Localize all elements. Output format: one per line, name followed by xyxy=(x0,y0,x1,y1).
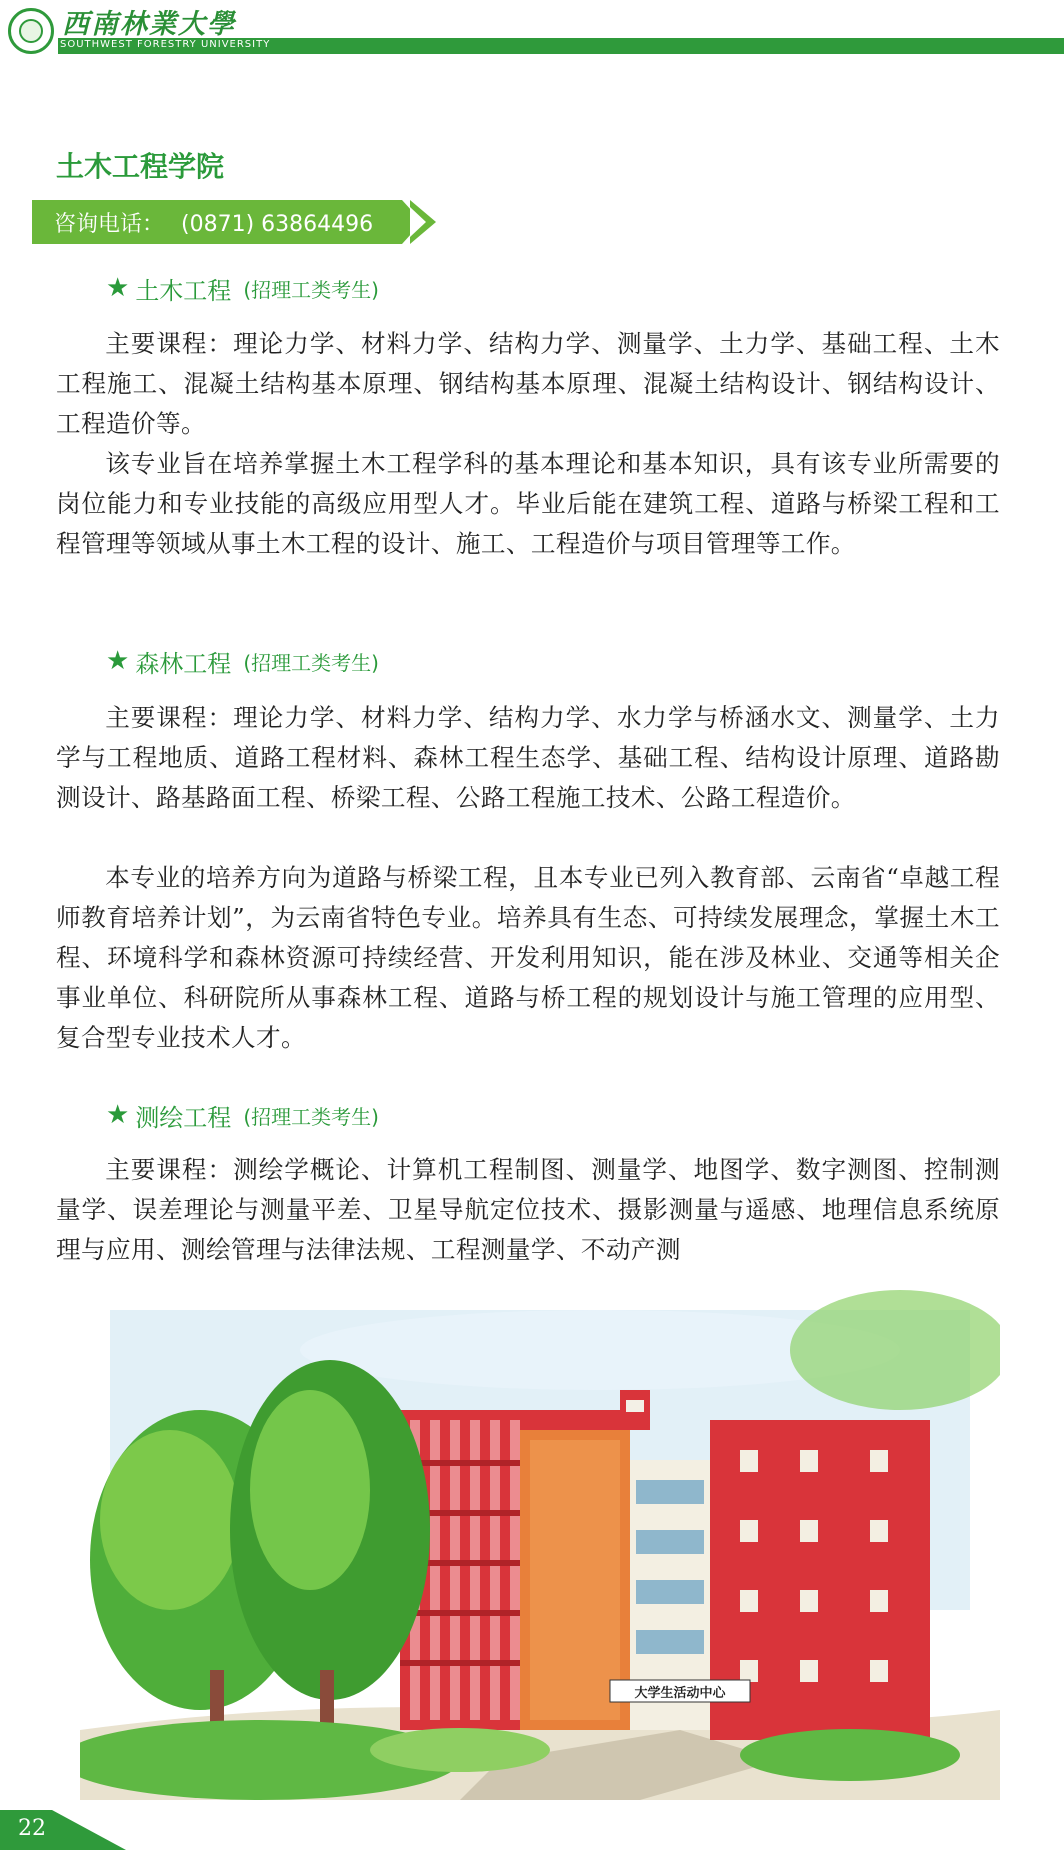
section-note: (招理工类考生) xyxy=(243,650,379,675)
section-paragraph: 该专业旨在培养掌握土木工程学科的基本理论和基本知识，具有该专业所需要的岗位能力和专业技能的高级应用型人才。毕业后能在建筑工程、道路与桥梁工程和工程管理等领域从事土木工程的设计、施工、工程造价与项目管理等工作。 xyxy=(56,449,1000,558)
star-icon: ★ xyxy=(106,1100,130,1130)
phone-banner xyxy=(32,200,442,244)
section-heading-civil xyxy=(106,270,379,306)
section-name: 森林工程 xyxy=(135,649,232,678)
page-number: 22 xyxy=(18,1816,46,1841)
university-logo xyxy=(8,8,54,54)
university-name-cn: 西南林業大學 xyxy=(62,9,236,40)
section-name: 测绘工程 xyxy=(135,1103,232,1132)
star-icon: ★ xyxy=(106,273,130,303)
section-name: 土木工程 xyxy=(135,276,232,305)
building-sign: 大学生活动中心 xyxy=(634,1686,726,1701)
section-paragraph: 本专业的培养方向为道路与桥梁工程，且本专业已列入教育部、云南省“卓越工程师教育培养计划”，为云南省特色专业。培养具有生态、可持续发展理念，掌握土木工程、环境科学和森林资源可持续经营、开发利用知识，能在涉及林业、交通等相关企事业单位、科研院所从事森林工程、道路与桥工程的规划设计与施工管理的应用型、复合型专业技术人才。 xyxy=(56,863,1000,1052)
page-number-badge-edge xyxy=(52,1810,126,1850)
section-paragraph: 主要课程：测绘学概论、计算机工程制图、测量学、地图学、数字测图、控制测量学、误差理论与测量平差、卫星导航定位技术、摄影测量与遥感、地理信息系统原理与应用、测绘管理与法律法规、工程测量学、不动产测 xyxy=(56,1155,1000,1264)
section-paragraph: 主要课程：理论力学、材料力学、结构力学、水力学与桥涵水文、测量学、土力学与工程地质、道路工程材料、森林工程生态学、基础工程、结构设计原理、道路勘测设计、路基路面工程、桥梁工程、公路工程施工技术、公路工程造价。 xyxy=(56,703,1000,812)
phone-label: 咨询电话： xyxy=(54,212,165,237)
chevron-cutout xyxy=(410,207,426,237)
page-header xyxy=(0,0,1064,72)
section-note: (招理工类考生) xyxy=(243,277,379,302)
section-note: (招理工类考生) xyxy=(243,1104,379,1129)
section-heading-forest xyxy=(106,643,379,679)
phone-text xyxy=(54,207,373,238)
phone-number: (0871) 63864496 xyxy=(181,212,374,237)
campus-building-illustration xyxy=(80,1290,1000,1800)
department-title: 土木工程学院 xyxy=(56,150,225,183)
star-icon: ★ xyxy=(106,646,130,676)
section-paragraph: 主要课程：理论力学、材料力学、结构力学、测量学、土力学、基础工程、土木工程施工、混凝土结构基本原理、钢结构基本原理、混凝土结构设计、钢结构设计、工程造价等。 xyxy=(56,329,1000,438)
university-name-en: SOUTHWEST FORESTRY UNIVERSITY xyxy=(60,39,271,50)
section-heading-survey xyxy=(106,1097,379,1133)
logo-emblem-icon xyxy=(19,19,43,43)
